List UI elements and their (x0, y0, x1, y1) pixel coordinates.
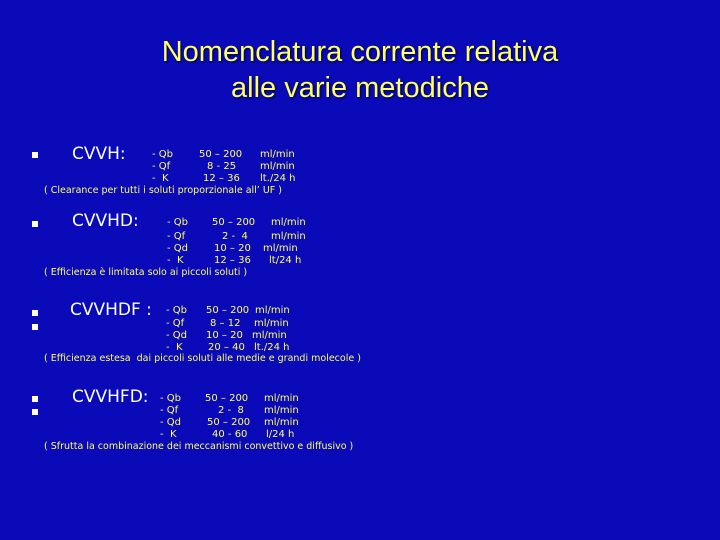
param-range: 12 – 36 (203, 173, 240, 184)
section-note: ( Efficienza è limitata solo ai piccoli soluti ) (44, 267, 248, 278)
param-name: - K (152, 173, 169, 184)
param-unit: ml/min (260, 149, 295, 160)
param-unit: ml/min (252, 330, 287, 341)
title-line-2: alle varie metodiche (231, 72, 489, 104)
bullet-square-icon (32, 221, 38, 227)
section-label-cvvh: CVVH: (72, 144, 126, 164)
bullet-square-icon (32, 152, 38, 158)
param-unit: ml/min (264, 393, 299, 404)
param-unit: ml/min (264, 405, 299, 416)
bullet-square-icon (32, 310, 38, 316)
param-unit: lt./24 h (260, 173, 296, 184)
param-name: - Qf (152, 161, 171, 172)
param-range: 50 – 200 (206, 305, 250, 316)
param-unit: ml/min (264, 417, 299, 428)
bullet-square-icon (32, 409, 38, 415)
section-label-cvvhdf: CVVHDF : (70, 300, 152, 320)
param-unit: ml/min (263, 243, 298, 254)
param-name: - Qb (166, 305, 188, 316)
slide-title (0, 34, 720, 106)
section-note: ( Sfrutta la combinazione dei meccanismi convettivo e diffusivo ) (44, 441, 354, 452)
param-name: - K (166, 342, 183, 353)
section-label-cvvhd: CVVHD: (72, 211, 139, 231)
param-name: - Qb (160, 393, 182, 404)
param-row (160, 429, 295, 477)
param-name: - Qf (167, 231, 186, 242)
param-unit: l/24 h (266, 429, 295, 440)
param-name: - Qb (167, 217, 189, 228)
param-name: - K (167, 255, 184, 266)
param-unit: ml/min (255, 305, 290, 316)
param-unit: ml/min (271, 217, 306, 228)
param-range: 2 - 8 (218, 405, 244, 416)
param-range: 2 - 4 (222, 231, 248, 242)
param-unit: lt/24 h (269, 255, 302, 266)
param-range: 10 – 20 (206, 330, 243, 341)
param-range: 40 - 60 (212, 429, 248, 440)
param-name: - Qd (166, 330, 188, 341)
param-range: 8 - 25 (207, 161, 237, 172)
bullet-square-icon (32, 324, 38, 330)
param-row (166, 342, 290, 390)
param-unit: ml/min (271, 231, 306, 242)
param-unit: ml/min (254, 318, 289, 329)
section-note: ( Efficienza estesa dai piccoli soluti alle medie e grandi molecole ) (44, 353, 361, 364)
param-row (167, 255, 302, 303)
param-name: - K (160, 429, 177, 440)
param-name: - Qd (167, 243, 189, 254)
param-name: - Qf (166, 318, 185, 329)
param-unit: lt./24 h (254, 342, 290, 353)
title-line-1: Nomenclatura corrente relativa (161, 36, 559, 68)
param-range: 12 – 36 (214, 255, 251, 266)
param-name: - Qf (160, 405, 179, 416)
section-label-cvvhfd: CVVHFD: (72, 387, 149, 407)
param-name: - Qb (152, 149, 174, 160)
param-range: 8 – 12 (210, 318, 241, 329)
param-range: 10 – 20 (214, 243, 251, 254)
param-range: 50 – 200 (205, 393, 249, 404)
param-range: 50 – 200 (212, 217, 256, 228)
param-range: 50 – 200 (207, 417, 251, 428)
param-range: 20 – 40 (208, 342, 245, 353)
bullet-square-icon (32, 396, 38, 402)
param-range: 50 – 200 (199, 149, 243, 160)
param-unit: ml/min (260, 161, 295, 172)
param-name: - Qd (160, 417, 182, 428)
section-note: ( Clearance per tutti i soluti proporzionale all’ UF ) (44, 185, 282, 196)
